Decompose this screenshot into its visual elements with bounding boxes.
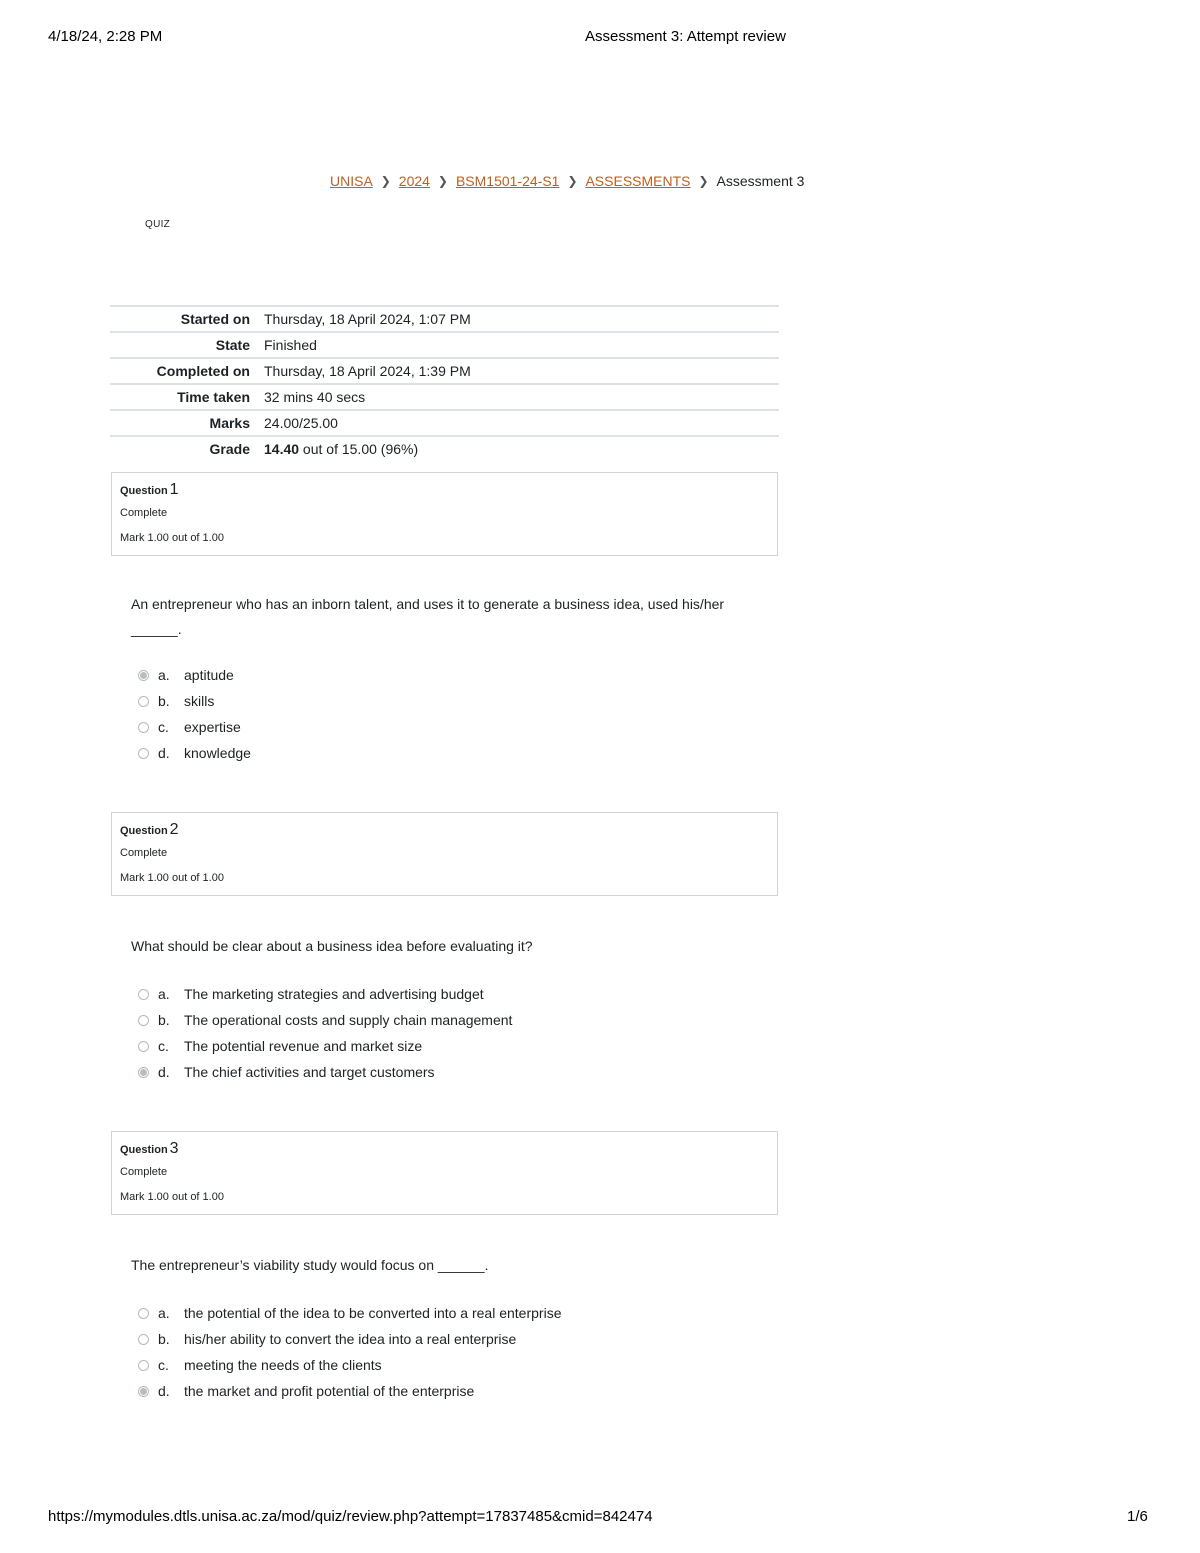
- breadcrumb-link-assessments[interactable]: ASSESSMENTS: [585, 173, 691, 189]
- answer-text: knowledge: [184, 745, 251, 761]
- question-info-box: [111, 812, 778, 896]
- question-label: Question: [120, 1144, 168, 1156]
- question-info-box: [111, 472, 778, 556]
- question-number-value: 2: [169, 821, 179, 838]
- answer-text: his/her ability to convert the idea into a real enterprise: [184, 1331, 517, 1347]
- question-state: Complete: [120, 847, 168, 859]
- answer-letter: a.: [158, 667, 170, 683]
- summary-label: Time taken: [177, 389, 250, 405]
- answer-letter: b.: [158, 1331, 170, 1347]
- answer-text: The potential revenue and market size: [184, 1038, 423, 1054]
- answer-option[interactable]: [138, 714, 251, 740]
- question-number: [120, 481, 179, 499]
- answer-text: The marketing strategies and advertising budget: [184, 986, 484, 1002]
- answer-text: the potential of the idea to be converted into a real enterprise: [184, 1305, 562, 1321]
- question-number: [120, 1140, 179, 1158]
- answer-list: [138, 662, 251, 766]
- summary-row: [110, 332, 779, 358]
- question-state: Complete: [120, 507, 168, 519]
- answer-option[interactable]: [138, 1378, 561, 1404]
- answer-text: The chief activities and target customers: [184, 1064, 435, 1080]
- question-number: [120, 821, 179, 839]
- summary-row: [110, 306, 779, 332]
- breadcrumb-link-course[interactable]: BSM1501-24-S1: [455, 173, 560, 189]
- breadcrumb-current: Assessment 3: [716, 173, 805, 189]
- radio-button[interactable]: [138, 1067, 149, 1078]
- summary-value: [264, 436, 779, 461]
- answer-list: [138, 1300, 561, 1404]
- summary-label: State: [215, 337, 250, 353]
- answer-option[interactable]: [138, 688, 251, 714]
- answer-letter: b.: [158, 693, 170, 709]
- radio-button[interactable]: [138, 748, 149, 759]
- summary-row: [110, 384, 779, 410]
- summary-row: [110, 410, 779, 436]
- answer-text: skills: [184, 693, 215, 709]
- radio-button[interactable]: [138, 696, 149, 707]
- summary-value: Finished: [264, 337, 317, 353]
- radio-button[interactable]: [138, 1015, 149, 1026]
- chevron-right-icon: ❯: [380, 174, 391, 188]
- answer-letter: c.: [158, 1038, 169, 1054]
- summary-label: Started on: [180, 311, 250, 327]
- grade-score: 14.40: [264, 441, 300, 457]
- answer-letter: d.: [158, 745, 170, 761]
- question-state: Complete: [120, 1166, 168, 1178]
- answer-option[interactable]: [138, 1352, 561, 1378]
- answer-option[interactable]: [138, 662, 251, 688]
- summary-value: Thursday, 18 April 2024, 1:07 PM: [264, 311, 471, 327]
- breadcrumb-link-unisa[interactable]: UNISA: [330, 173, 373, 189]
- question-label: Question: [120, 485, 168, 497]
- answer-letter: c.: [158, 719, 169, 735]
- question-number-value: 1: [169, 481, 179, 498]
- answer-text: aptitude: [184, 667, 234, 683]
- radio-button[interactable]: [138, 670, 149, 681]
- summary-label: Completed on: [156, 363, 250, 379]
- summary-row: [110, 436, 779, 461]
- print-page-number: 1/6: [1127, 1508, 1148, 1525]
- answer-list: [138, 981, 512, 1085]
- summary-value: Thursday, 18 April 2024, 1:39 PM: [264, 363, 471, 379]
- chevron-right-icon: ❯: [567, 174, 578, 188]
- radio-button[interactable]: [138, 1360, 149, 1371]
- answer-letter: b.: [158, 1012, 170, 1028]
- answer-option[interactable]: [138, 1007, 512, 1033]
- summary-label: Grade: [209, 441, 250, 457]
- answer-option[interactable]: [138, 740, 251, 766]
- answer-option[interactable]: [138, 1033, 512, 1059]
- summary-value: 24.00/25.00: [264, 415, 338, 431]
- question-mark: Mark 1.00 out of 1.00: [120, 1191, 224, 1203]
- print-url: https://mymodules.dtls.unisa.ac.za/mod/quiz/review.php?attempt=17837485&cmid=842474: [48, 1508, 653, 1525]
- summary-value: 32 mins 40 secs: [264, 389, 366, 405]
- question-text: What should be clear about a business idea before evaluating it?: [131, 938, 533, 954]
- answer-text: The operational costs and supply chain management: [184, 1012, 513, 1028]
- answer-letter: c.: [158, 1357, 169, 1373]
- answer-text: meeting the needs of the clients: [184, 1357, 382, 1373]
- question-number-value: 3: [169, 1140, 179, 1157]
- answer-text: expertise: [184, 719, 241, 735]
- summary-label: Marks: [209, 415, 250, 431]
- answer-letter: a.: [158, 986, 170, 1002]
- radio-button[interactable]: [138, 1308, 149, 1319]
- answer-option[interactable]: [138, 1326, 561, 1352]
- radio-button[interactable]: [138, 1334, 149, 1345]
- print-datetime: 4/18/24, 2:28 PM: [48, 28, 163, 45]
- breadcrumb: [330, 173, 804, 189]
- activity-type-label: QUIZ: [145, 219, 171, 230]
- question-text: The entrepreneur’s viability study would focus on ______.: [131, 1257, 489, 1273]
- answer-letter: a.: [158, 1305, 170, 1321]
- answer-letter: d.: [158, 1383, 170, 1399]
- question-info-box: [111, 1131, 778, 1215]
- question-mark: Mark 1.00 out of 1.00: [120, 532, 224, 544]
- radio-button[interactable]: [138, 1041, 149, 1052]
- answer-option[interactable]: [138, 1059, 512, 1085]
- question-label: Question: [120, 825, 168, 837]
- answer-option[interactable]: [138, 981, 512, 1007]
- radio-button[interactable]: [138, 1386, 149, 1397]
- radio-button[interactable]: [138, 722, 149, 733]
- answer-letter: d.: [158, 1064, 170, 1080]
- breadcrumb-link-year[interactable]: 2024: [398, 173, 430, 189]
- chevron-right-icon: ❯: [437, 174, 448, 188]
- answer-option[interactable]: [138, 1300, 561, 1326]
- grade-out-of: out of 15.00 (96%): [299, 441, 419, 457]
- print-page-title: Assessment 3: Attempt review: [585, 28, 786, 45]
- question-mark: Mark 1.00 out of 1.00: [120, 872, 224, 884]
- answer-text: the market and profit potential of the enterprise: [184, 1383, 475, 1399]
- summary-row: [110, 358, 779, 384]
- chevron-right-icon: ❯: [698, 174, 709, 188]
- radio-button[interactable]: [138, 989, 149, 1000]
- question-text: An entrepreneur who has an inborn talent, and uses it to generate a business idea, used his/her ______.: [131, 596, 725, 637]
- attempt-summary-table: [110, 305, 779, 461]
